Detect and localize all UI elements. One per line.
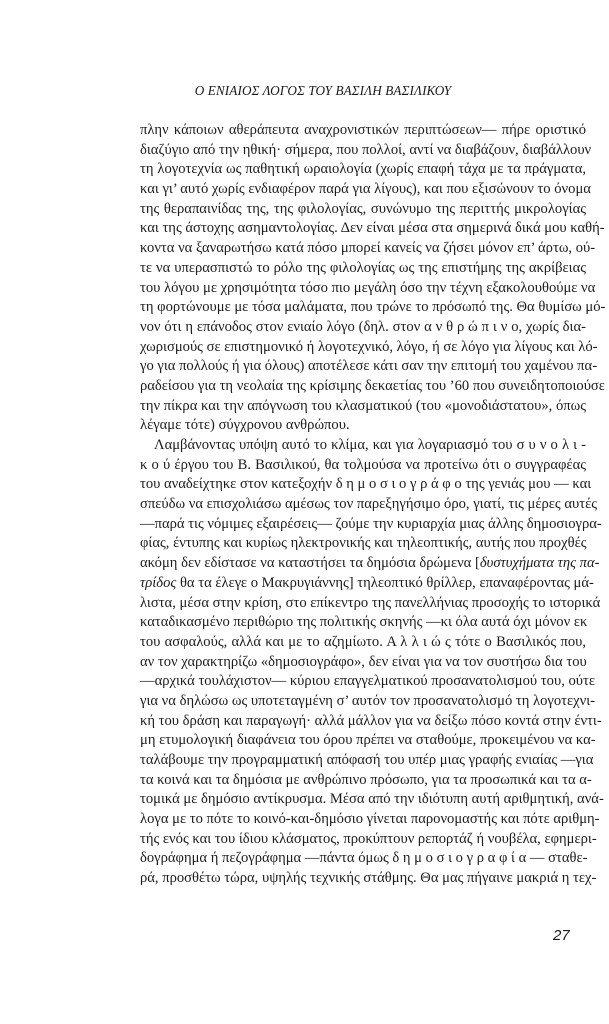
text-line: λιστα, μέσα στην κρίση, στο επίκεντρο της πανελλήνιας προσοχής το ιστορικά	[140, 594, 601, 611]
text-line: γο για πολλούς ή για όλους) αποτέλεσε κάτι σαν την επιτομή του χαμένου πα-	[140, 358, 598, 375]
text-line: τε να υπερασπιστώ το ρόλο της φιλολογίας ως της επιστήμης της ακρίβειας	[140, 259, 586, 276]
text-line: αν τον χαρακτηρίζω «δημοσιογράφο», δεν είναι για να τον συστήσω δια του	[140, 653, 587, 670]
body-text	[140, 121, 606, 889]
text-line	[140, 574, 594, 594]
text-line	[140, 554, 600, 574]
text-line: —παρά τις νόμιμες εξαιρέσεις— ζούμε την κυριαρχία μιας άλλης δημοσιογρα-	[140, 515, 602, 532]
text-line: πλην κάποιων αθεράπευτα αναχρονιστικών περιπτώσεων— πήρε οριστικό	[140, 122, 586, 138]
text-line: της θεραπαινίδας της, της φιλολογίας, συνώνυμο της περιττής μικρολογίας	[140, 200, 586, 217]
text-line: ταλάβουμε την προγραμματική απόφασή του υπέρ μιας γραφής ενιαίας —για	[140, 752, 594, 768]
text-line: τη φορτώνουμε με τόσα μαλάματα, που τρώνε το πρόσωπό της. Θα θυμίσω μό-	[140, 299, 606, 316]
text-line: χωρισμούς σε επιστημονικό ή λογοτεχνικό, λόγο, ή σε λόγο για λίγους και λό-	[140, 338, 598, 355]
text-line: λέγαμε τότε) σύγχρονου ανθρώπου.	[140, 417, 350, 434]
text-line: κοντα να ξαναρωτήσω κατά πόσο μπορεί κανείς να ζήσει μόνον επ’ άρτω, ού-	[140, 240, 596, 257]
text-line: κ ο ύ έργου του Β. Βασιλικού, θα τολμούσα να προτείνω ότι ο συγγραφέας	[140, 456, 586, 473]
italic-text-segment: δυστυχήματα της πα-	[479, 555, 600, 572]
text-line: Λαμβάνοντας υπόψη αυτό το κλίμα, και για λογαριασμό του σ υ ν ο λ ι -	[154, 437, 586, 453]
text-segment: θα τα έλεγε ο Μακρυγιάννης] τηλεοπτικό θρίλλερ, επαναφέροντας μά-	[176, 574, 594, 591]
text-line: δογράφημα ή πεζογράφημα —πάντα όμως δ η μ ο σ ι ο γ ρ α φ ί α — σταθε-	[140, 850, 588, 867]
text-line: τα κοινά και τα δημόσια με ανθρώπινο πρόσωπο, για τα προσωπικά και τα α-	[140, 771, 592, 788]
text-line: ρά, προσθέτω τώρα, υψηλής τεχνικής στάθμης. Θα μας πήγαινε μακριά η τεχ-	[140, 870, 597, 887]
text-line: και γι’ αυτό χωρίς ενδιαφέρον παρά για λίγους), και που εξισώνουν το όνομα	[140, 181, 591, 198]
page-number: 27	[553, 927, 570, 944]
text-line: την πίκρα και την απόγνωση του κλασματικού (του «μονοδιάστατου», όπως	[140, 397, 586, 414]
text-line: διαζύγιο από την ηθική· σήμερα, που πολλοί, αντί να διαβάζουν, διαβάλλουν	[140, 141, 592, 158]
text-line: σπεύδω να επισχολιάσω αμέσως τον παρεξηγήσιμο όρο, γιατί, τις μέρες αυτές	[140, 496, 597, 513]
text-line: τομικά με δημόσιο αντίκρυσμα. Μέσα από την ιδιότυπη αυτή αριθμητική, ανά-	[140, 791, 604, 808]
text-line: του λόγου με χρησιμότητα τόσο πιο μεγάλη όσο την τέχνη εξακολουθούμε να	[140, 279, 596, 296]
text-line: και της άστοχης ασημαντολογίας. Δεν είναι μέσα στα σημερινά δικά μου καθή-	[140, 220, 605, 237]
text-line: για να δηλώσω ως υποτεταγμένη σ’ αυτόν τον προσανατολισμό τη λογοτεχνι-	[140, 692, 596, 709]
text-line: τής ενός και του ίδιου κλάσματος, προκύπτουν ρεπορτάζ ή νουβέλα, εφημερι-	[140, 830, 597, 847]
text-line: νον ότι η επάνοδος στον ενιαίο λόγο (δηλ. στον α ν θ ρ ώ π ι ν ο, χωρίς δια-	[140, 318, 586, 335]
text-line: του ασφαλούς, αλλά και με το αζημίωτο. Α λ λ ι ώ ς τότε ο Βασιλικός που,	[140, 633, 586, 650]
italic-text-segment: τρίδος	[140, 574, 177, 591]
running-header: Ο ΕΝΙΑΙΟΣ ΛΟΓΟΣ ΤΟΥ ΒΑΣΙΛΗ ΒΑΣΙΛΙΚΟΥ	[194, 83, 452, 98]
text-line: κή του δράση και παραγωγή· αλλά μάλλον για να δείξω πόσο κοντά στην έντι-	[140, 712, 602, 729]
text-line: καταδικασμένο περιθώριο της πολιτικής σκηνής —κι όλα αυτά όχι μόνον εκ	[140, 614, 588, 631]
text-segment: ακόμη δεν εδίστασε να καταστήσει τα δημόσια δρώμενα [	[140, 555, 480, 572]
text-line: του αναδείχτηκε στον κατεξοχήν δ η μ ο σ ι ο γ ρ ά φ ο της γενιάς μου — και	[140, 476, 592, 493]
text-line: —αρχικά τουλάχιστον— κύριου επαγγελματικού προσανατολισμού του, ούτε	[140, 673, 595, 690]
text-line: λογα με το πότε το κοινό-και-δημόσιο γίνεται παρονομαστής και πότε αριθμη-	[140, 811, 600, 828]
text-line: φίας, έντυπης και κυρίως ηλεκτρονικής και τηλεοπτικής, αυτής που προχθές	[140, 535, 587, 552]
text-line: τη λογοτεχνία ως παθητική ωραιολογία (χωρίς επαφή τάχα με τα πράγματα,	[140, 161, 586, 178]
text-line: μη ετυμολογική διαφάνεια του όρου πρέπει να σταθούμε, προκειμένου να κα-	[140, 732, 596, 749]
text-line: ραδείσου για τη νεολαία της κρίσιμης δεκαετίας του ’60 που συνειδητοποιούσε	[140, 377, 605, 394]
